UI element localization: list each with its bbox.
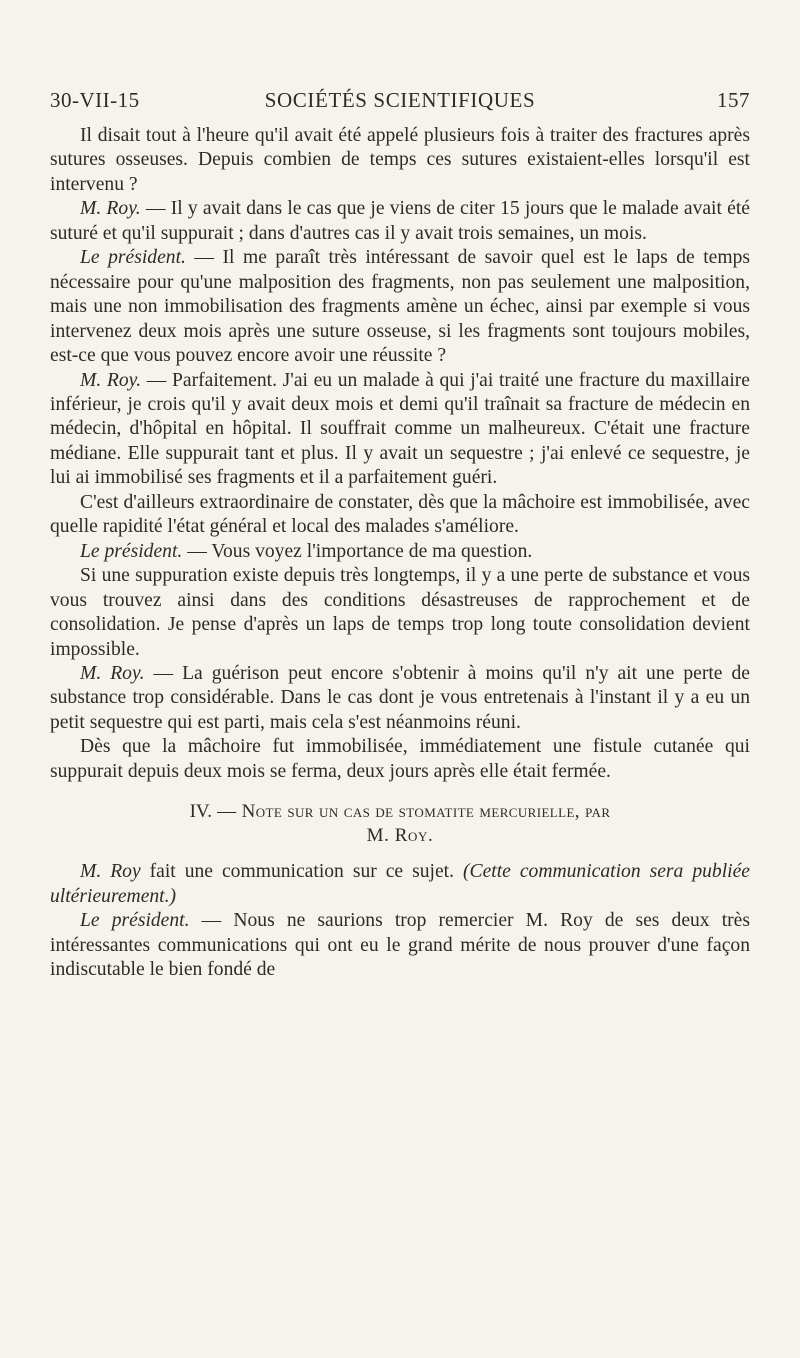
speaker-name: Le président. bbox=[80, 910, 190, 932]
speaker-name: M. Roy. bbox=[80, 369, 142, 391]
paragraph bbox=[50, 909, 750, 982]
paragraph bbox=[50, 197, 750, 246]
body-text bbox=[50, 124, 750, 983]
paragraph: Dès que la mâchoire fut immobilisée, immédiatement une fistule cutanée qui suppurait depuis deux mois se ferma, deux jours après elle était fermée. bbox=[50, 736, 750, 782]
speaker-name: Le président. bbox=[80, 540, 183, 562]
section-heading bbox=[50, 800, 750, 848]
speaker-name: Le président. bbox=[80, 247, 186, 269]
speaker-name: M. Roy. bbox=[80, 662, 145, 684]
paragraph bbox=[50, 662, 750, 735]
paragraph: Il disait tout à l'heure qu'il avait été appelé plusieurs fois à traiter des fractures après sutures osseuses. Depuis combien de temps ces sutures existaient-elles lorsqu'il est intervenu ? bbox=[50, 125, 750, 195]
header-date: 30-VII-15 bbox=[50, 88, 140, 112]
paragraph bbox=[50, 369, 750, 491]
paragraph-text: — Il y avait dans le cas que je viens de citer 15 jours que le malade avait été suturé et qu'il suppurait ; dans d'autres cas il y avait trois semaines, un mois. bbox=[50, 198, 750, 244]
paragraph-text: — Nous ne saurions trop remercier M. Roy de ses deux très intéressantes communications qui ont eu le grand mérite de nous prouver d'une façon indiscutable le bien fondé de bbox=[50, 910, 751, 981]
page-number: 157 bbox=[717, 88, 750, 112]
paragraph: Si une suppuration existe depuis très longtemps, il y a une perte de substance et vous vous trouvez ainsi dans des conditions désastreuses de rapprochement et de consolidation. Je pense d'après un laps de temps trop long toute consolidation devient impossible. bbox=[50, 565, 750, 660]
section-author: M. Roy. bbox=[366, 825, 434, 847]
paragraph-text: — Vous voyez l'importance de ma question. bbox=[182, 540, 533, 562]
paragraph: C'est d'ailleurs extraordinaire de constater, dès que la mâchoire est immobilisée, avec quelle rapidité l'état général et local des malades s'améliore. bbox=[50, 491, 750, 538]
speaker-name: M. Roy bbox=[80, 861, 141, 883]
paragraph bbox=[50, 246, 750, 368]
paragraph-text: fait une communication sur ce sujet. bbox=[140, 861, 463, 883]
paragraph-text: — Parfaitement. J'ai eu un malade à qui j'ai traité une fracture du maxillaire inférieur, je crois qu'il y avait deux mois et demi qu'il traînait sa fracture de médecin en médecin, d'hôpital en hôpital. Il souffrait comme un malheureux. C'était une fracture médiane. Elle suppurait tant et plus. Il y avait un sequestre ; j'ai enlevé ce sequestre, je lui ai immobilisé ses fragments et il a parfaitement guéri. bbox=[50, 369, 750, 489]
editorial-note: (Cette communication sera publiée ultérieurement.) bbox=[50, 861, 750, 907]
paragraph bbox=[50, 860, 750, 909]
section-title: — Note sur un cas de stomatite mercurielle, par bbox=[211, 801, 611, 823]
running-head bbox=[50, 88, 750, 118]
paragraph-text: — Il me paraît très intéressant de savoir quel est le laps de temps nécessaire pour qu'une malposition des fragments, non pas seulement une malposition, mais une non immobilisation des fragments amène un échec, ainsi par exemple si vous intervenez deux mois après une suture osseuse, si les fragments sont toujours mobiles, est-ce que vous pouvez encore avoir une réussite ? bbox=[50, 247, 751, 367]
section-number: IV. bbox=[189, 801, 212, 823]
paragraph bbox=[50, 540, 750, 564]
speaker-name: M. Roy. bbox=[80, 198, 141, 220]
header-title: SOCIÉTÉS SCIENTIFIQUES bbox=[264, 88, 536, 112]
paragraph-text: — La guérison peut encore s'obtenir à moins qu'il n'y ait une perte de substance trop considérable. Dans le cas dont je vous entretenais à l'instant il y a eu un petit sequestre qui est parti, mais cela s'est néanmoins réuni. bbox=[50, 662, 750, 733]
